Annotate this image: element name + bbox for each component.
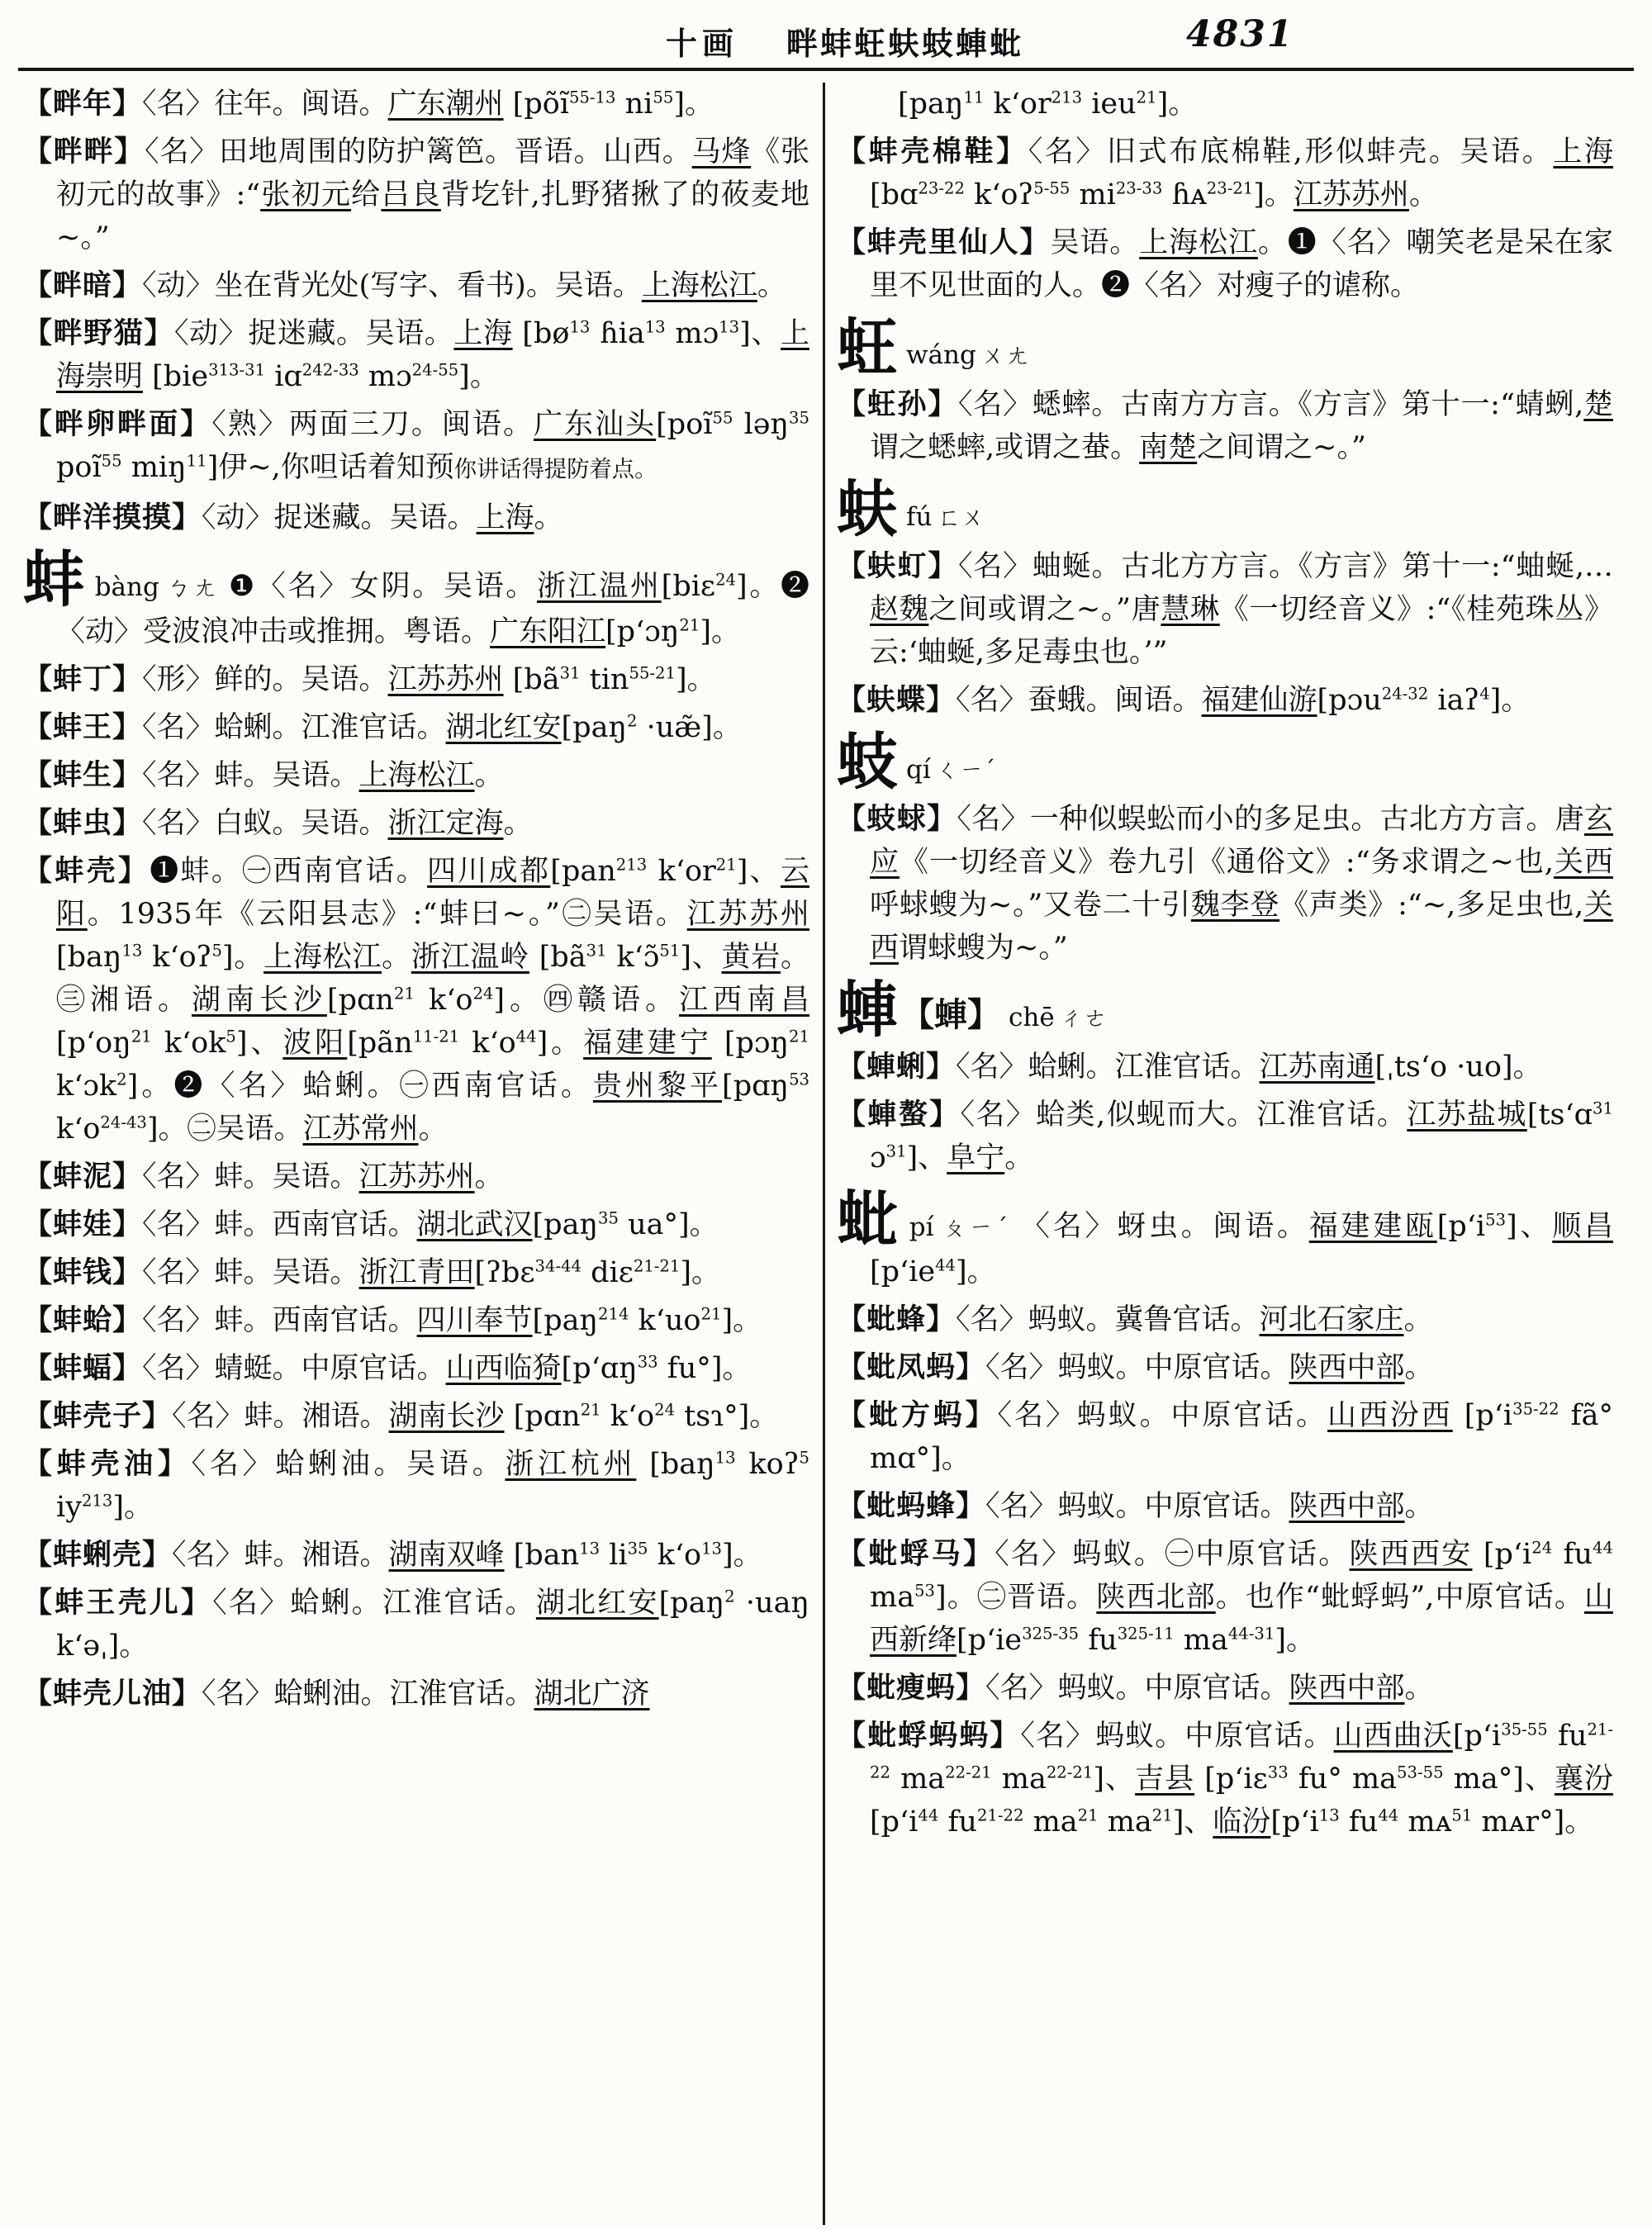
dictionary-entry xyxy=(837,383,1613,469)
entry-headword: 【畔洋摸摸】 xyxy=(23,501,202,534)
entry-body: 〈名〉蛤蜊油。江淮官话。湖北广济 xyxy=(202,1677,650,1710)
entry-body: 〈名〉蛤蜊。江淮官话。湖北红安[paŋ$^2$ ·uæ̃]。 xyxy=(142,711,742,744)
entry-body: 〈名〉蚌。西南官话。四川奉节[paŋ$^{214}$ kʻuo$^{21}$]。 xyxy=(142,1304,762,1337)
dictionary-entry xyxy=(837,1046,1613,1089)
dictionary-entry xyxy=(23,802,809,845)
entry-body: 〈名〉蚂蚁。中原官话。陕西中部。 xyxy=(985,1490,1434,1523)
entry-body: 〈名〉田地周围的防护篱笆。晋语。山西。马烽《张初元的故事》:“张初元给吕良背圪针,扎野猪揪了的莜麦地~。” xyxy=(56,135,809,254)
entry-body: 〈名〉蛤蜊油。吴语。浙江杭州 [baŋ$^{13}$ koʔ$^5$ $iy^{213}$]。 xyxy=(56,1448,809,1524)
entry-headword: 【蚍蜂】 xyxy=(837,1302,957,1336)
entry-headword: 【蚨蝶】 xyxy=(837,683,957,717)
head-character-block xyxy=(837,312,1613,383)
entry-headword: 【畔年】 xyxy=(23,87,143,121)
entry-headword: 【畔野猫】 xyxy=(23,316,174,350)
dictionary-entry xyxy=(837,1715,1613,1843)
entry-headword: 【蚌王壳儿】 xyxy=(23,1586,213,1620)
pinyin: bàng xyxy=(94,572,159,602)
dictionary-entry xyxy=(837,130,1613,216)
dictionary-entry xyxy=(23,1534,809,1577)
entry-headword: 【畔畔】 xyxy=(23,135,145,168)
entry-body: 〈名〉蚌。吴语。浙江青田[ʔbɛ$^{34-44}$ diɛ$^{21-21}$]。 xyxy=(142,1256,721,1289)
dictionary-entry xyxy=(837,1667,1613,1710)
dictionary-entry xyxy=(23,1395,809,1438)
entry-headword: 【蚍凤蚂】 xyxy=(837,1350,986,1384)
page-header xyxy=(0,13,1652,63)
entry-headword: 【蚌蝠】 xyxy=(23,1351,143,1385)
entry-headword: 【蚌壳儿油】 xyxy=(23,1677,202,1710)
dictionary-entry xyxy=(837,221,1613,307)
dictionary-entry xyxy=(837,1094,1613,1179)
entry-body: 〈名〉蚂蚁。中原官话。陕西中部。 xyxy=(985,1672,1434,1705)
dictionary-entry xyxy=(23,1672,809,1715)
entry-headword: 【蚌壳里仙人】 xyxy=(837,225,1051,259)
head-character-block xyxy=(23,544,810,653)
entry-headword: 【畔卵畔面】 xyxy=(23,407,212,441)
head-character: 蛼 xyxy=(837,975,898,1046)
dictionary-entry xyxy=(23,264,809,307)
pinyin: fú xyxy=(906,502,933,532)
dictionary-entry xyxy=(23,1251,809,1294)
entry-headword: 【蚍蜉蚂蚂】 xyxy=(837,1719,1021,1753)
head-character: 蚍 xyxy=(837,1184,901,1255)
head-character-block xyxy=(837,727,1613,798)
zhuyin: ㄆㄧˊ xyxy=(938,1213,1012,1241)
entry-headword: 【畔暗】 xyxy=(23,268,143,302)
continuation-text xyxy=(837,83,1613,126)
zhuyin: ㄈㄨ xyxy=(937,503,985,531)
entry-body: 〈名〉蚌。吴语。江苏苏州。 xyxy=(142,1160,504,1193)
entry-body: 〈名〉蛤蜊。江淮官话。江苏南通[ˌtsʻo ·uo]。 xyxy=(956,1051,1542,1084)
header-guide-characters: 畔蚌蚟蚨蚑蛼蚍 xyxy=(786,25,1024,62)
zhuyin: ㄅㄤ xyxy=(164,573,219,601)
entry-headword: 【蚑蛷】 xyxy=(837,802,957,836)
entry-body: ❶蚌。㊀西南官话。四川成都[pan$^{213}$ kʻor$^{21}$]、云阳。1935年《云阳县志》:“蚌曰~。”㊁吴语。江苏苏州 [baŋ$^{13}$ kʻoʔ$^5$]。上海松江。浙江温岭 [$bã^{31}$ kʻɔ̃$^{51}$]、黄岩。㊂湘语。湖南长沙[pɑn$^{21}$ kʻo$^{24}$]。㊃赣语。江西南昌[pʻoŋ$^{21}$ kʻok$^5$]、波阳[pãn$^{11-21}$ kʻo$^{44}$]。福建建宁 [pɔŋ$^{21}$ kʻɔk$^2$]。❷〈名〉蛤蜊。㊀西南官话。贵州黎平[pɑŋ$^{53}$ kʻo$^{24-43}$]。㊁吴语。江苏常州。 xyxy=(56,855,809,1146)
head-character-block xyxy=(837,1184,1613,1293)
dictionary-entry xyxy=(23,706,809,749)
entry-headword: 【蚌壳子】 xyxy=(23,1399,173,1433)
header-stroke-section: 十画 xyxy=(666,25,739,62)
dictionary-entry xyxy=(23,1443,809,1529)
entry-body: 〈名〉蚌。湘语。湖南双峰 [ban$^{13}$ $li^{35}$ kʻo$^{13}$]。 xyxy=(172,1539,762,1572)
text-columns xyxy=(23,83,1634,2225)
dictionary-entry xyxy=(837,798,1613,970)
dictionary-entry xyxy=(837,679,1613,722)
dictionary-entry xyxy=(23,1155,809,1198)
entry-body: 〈名〉蜻蜓。中原官话。山西临猗[pʻɑŋ$^{33}$ fu°]。 xyxy=(142,1352,752,1385)
entry-headword: 【蛼螯】 xyxy=(837,1098,961,1132)
entry-headword: 【蚌王】 xyxy=(23,710,143,744)
entry-body: 〈名〉旧式布底棉鞋,形似蚌壳。吴语。上海[bɑ$^{23-22}$ kʻoʔ$^{5-55}$ $mi^{23-33}$ ɦᴀ$^{23-21}$]。江苏苏州。 xyxy=(870,135,1613,211)
zhuyin: ㄔㄜ xyxy=(1059,1004,1108,1032)
entry-body: 〈熟〉两面三刀。闽语。广东汕头[poĩ$^{55}$ ləŋ$^{35}$ poĩ$^{55}$ miŋ$^{11}$]伊~,你呾话着知预你讲话得提防着点。 xyxy=(56,408,809,484)
head-character: 蚨 xyxy=(837,474,898,545)
entry-body: 〈名〉蚂蚁。中原官话。山西曲沃[pʻi$^{35-55}$ $fu^{21-22}$ $ma^{22-21}$ $ma^{22-21}$]、吉县 [pʻiɛ$^{33}$ fu° $ma^{53-55}$ ma°]、襄汾[pʻi$^{44}$ $fu^{21-22}$ $ma^{21}$ $ma^{21}$]、临汾[pʻi$^{13}$ $fu^{44}$ mᴀ$^{51}$ mᴀr°]。 xyxy=(870,1720,1613,1839)
dictionary-entry xyxy=(837,1298,1613,1341)
entry-headword: 【蚟孙】 xyxy=(837,387,958,421)
entry-body: 〈名〉蚌。湘语。湖南长沙 [pɑn$^{21}$ kʻo$^{24}$ tsɿ°]。 xyxy=(172,1400,779,1433)
entry-body: ❶〈名〉女阴。吴语。浙江温州[biɛ$^{24}$]。❷〈动〉受波浪冲击或推拥。粤语。广东阳江[pʻɔŋ$^{21}$]。 xyxy=(56,570,810,648)
entry-headword: 【蚍蜉马】 xyxy=(837,1537,995,1571)
column-divider xyxy=(823,83,825,2225)
dictionary-entry xyxy=(23,403,809,491)
entry-body: 〈名〉蚂蚁。冀鲁官话。河北石家庄。 xyxy=(956,1303,1433,1336)
entry-headword: 【蛼蜊】 xyxy=(837,1050,957,1084)
dictionary-entry xyxy=(23,1582,809,1668)
entry-headword: 【蚨虰】 xyxy=(837,549,959,583)
entry-body: 〈动〉坐在背光处(写字、看书)。吴语。上海松江。 xyxy=(142,269,786,302)
head-character: 蚟 xyxy=(837,312,898,383)
entry-headword: 【蚌蜊壳】 xyxy=(23,1538,173,1572)
pinyin: pí xyxy=(909,1212,934,1242)
right-column xyxy=(837,83,1613,2225)
left-column xyxy=(23,83,809,2225)
dictionary-entry xyxy=(23,1347,809,1390)
entry-body: 〈名〉蚂蚁。中原官话。陕西中部。 xyxy=(985,1351,1434,1384)
entry-headword: 【蚌丁】 xyxy=(23,662,143,696)
dictionary-entry xyxy=(23,83,809,126)
head-character: 蚑 xyxy=(837,727,898,798)
page-number: 4831 xyxy=(1186,13,1294,55)
zhuyin: ㄨㄤ xyxy=(980,341,1029,369)
entry-headword: 【蚌泥】 xyxy=(23,1160,143,1193)
entry-body: 〈动〉捉迷藏。吴语。上海。 xyxy=(202,501,563,534)
entry-headword: 【蚌虫】 xyxy=(23,806,143,840)
dictionary-entry xyxy=(23,312,809,398)
entry-body: 〈名〉蛤蜊。江淮官话。湖北红安[paŋ$^2$ ·uaŋ kʻəˌ]。 xyxy=(56,1587,809,1663)
pinyin: qí xyxy=(906,755,931,785)
entry-headword: 【蚌壳油】 xyxy=(23,1447,192,1481)
pinyin: wáng xyxy=(906,340,976,370)
entry-headword: 【蚌壳棉鞋】 xyxy=(837,135,1028,168)
traditional-form: 【蛼】 xyxy=(901,995,1000,1034)
entry-body: 吴语。上海松江。❶〈名〉嘲笑老是呆在家里不见世面的人。❷〈名〉对瘦子的谑称。 xyxy=(870,226,1613,302)
entry-body: 〈名〉蛤类,似蚬而大。江淮官话。江苏盐城[tsʻɑ$^{31}$ ɔ$^{31}$]、阜宁。 xyxy=(870,1098,1613,1174)
entry-body: 〈名〉蚜虫。闽语。福建建瓯[pʻi$^{53}$]、顺昌[pʻie$^{44}$]。 xyxy=(870,1210,1613,1288)
entry-body: 〈名〉蚂蚁。中原官话。山西汾西 [pʻi$^{35-22}$ fã° mɑ°]。 xyxy=(870,1399,1613,1475)
dictionary-entry xyxy=(23,130,809,259)
entry-headword: 【蚌钱】 xyxy=(23,1255,143,1289)
head-character-block xyxy=(837,474,1613,545)
zhuyin: ㄑㄧˊ xyxy=(935,756,996,784)
entry-headword: 【蚌壳】 xyxy=(23,854,150,888)
dictionary-entry xyxy=(23,754,809,797)
entry-headword: 【蚌生】 xyxy=(23,758,143,792)
entry-body: 〈名〉蚌。西南官话。湖北武汉[paŋ$^{35}$ ua°]。 xyxy=(142,1208,719,1241)
head-character: 蚌 xyxy=(23,544,87,615)
entry-headword: 【蚍瘦蚂】 xyxy=(837,1671,986,1705)
entry-headword: 【蚌蛤】 xyxy=(23,1303,143,1337)
dictionary-entry xyxy=(837,1533,1613,1662)
entry-body: 〈形〉鲜的。吴语。江苏苏州 [$bã^{31}$ tin$^{55-21}$]。 xyxy=(142,663,716,696)
dictionary-entry xyxy=(23,658,809,701)
dictionary-entry xyxy=(837,1346,1613,1389)
entry-headword: 【蚍蚂蜂】 xyxy=(837,1489,986,1523)
entry-body: 〈名〉往年。闽语。广东潮州 [põĩ$^{55-13}$ $ni^{55}$]。 xyxy=(142,88,714,121)
entry-body: [paŋ$^{11}$ kʻor$^{213}$ ieu$^{21}$]。 xyxy=(898,88,1198,121)
entry-body: 〈名〉蚌。吴语。上海松江。 xyxy=(142,759,504,792)
entry-body: 〈名〉蚕蛾。闽语。福建仙游[pɔu$^{24-32}$ iaʔ$^4$]。 xyxy=(956,684,1531,717)
head-character-block xyxy=(837,975,1613,1046)
entry-body: 〈动〉捉迷藏。吴语。上海 [$bø^{13}$ ɦia$^{13}$ mɔ$^{13}$]、上海崇明 [bie$^{313-31}$ iɑ$^{242-33}$ mɔ$^{24-55}$]。 xyxy=(56,317,809,393)
entry-body: 〈名〉白蚁。吴语。浙江定海。 xyxy=(142,807,533,840)
dictionary-entry xyxy=(23,496,809,539)
entry-body: 〈名〉蚂蚁。㊀中原官话。陕西西安 [pʻi$^{24}$ $fu^{44}$ $ma^{53}$]。㊁晋语。陕西北部。也作“蚍蜉蚂”,中原官话。山西新绛[pʻie$^{325-35}$ $fu^{325-11}$ $ma^{44-31}$]。 xyxy=(870,1538,1613,1657)
dictionary-entry xyxy=(23,1299,809,1342)
header-rule xyxy=(18,68,1634,71)
dictionary-entry xyxy=(23,1203,809,1246)
dictionary-entry xyxy=(23,850,809,1151)
entry-body: 〈名〉一种似蜈蚣而小的多足虫。古北方方言。唐玄应《一切经音义》卷九引《通俗文》:“务求谓之~也,关西呼蛷螋为~。”又卷二十引魏李登《声类》:“~,多足虫也,关西谓蛷螋为~。” xyxy=(870,803,1613,965)
entry-headword: 【蚌娃】 xyxy=(23,1208,143,1241)
dictionary-entry xyxy=(837,1394,1613,1480)
dictionary-entry xyxy=(837,545,1613,674)
entry-body: 〈名〉蚰蜒。古北方方言。《方言》第十一:“蚰蜒,…赵魏之间或谓之~。”唐慧琳《一切经音义》:“《桂苑珠丛》云:‘蚰蜒,多足毒虫也。’” xyxy=(870,550,1613,669)
entry-body: 〈名〉蟋蟀。古南方方言。《方言》第十一:“蜻蛚,楚谓之蟋蟀,或谓之蛬。南楚之间谓之~。” xyxy=(870,388,1613,464)
pinyin: chē xyxy=(1009,1003,1055,1032)
dictionary-entry xyxy=(837,1485,1613,1528)
entry-headword: 【蚍方蚂】 xyxy=(837,1398,998,1432)
